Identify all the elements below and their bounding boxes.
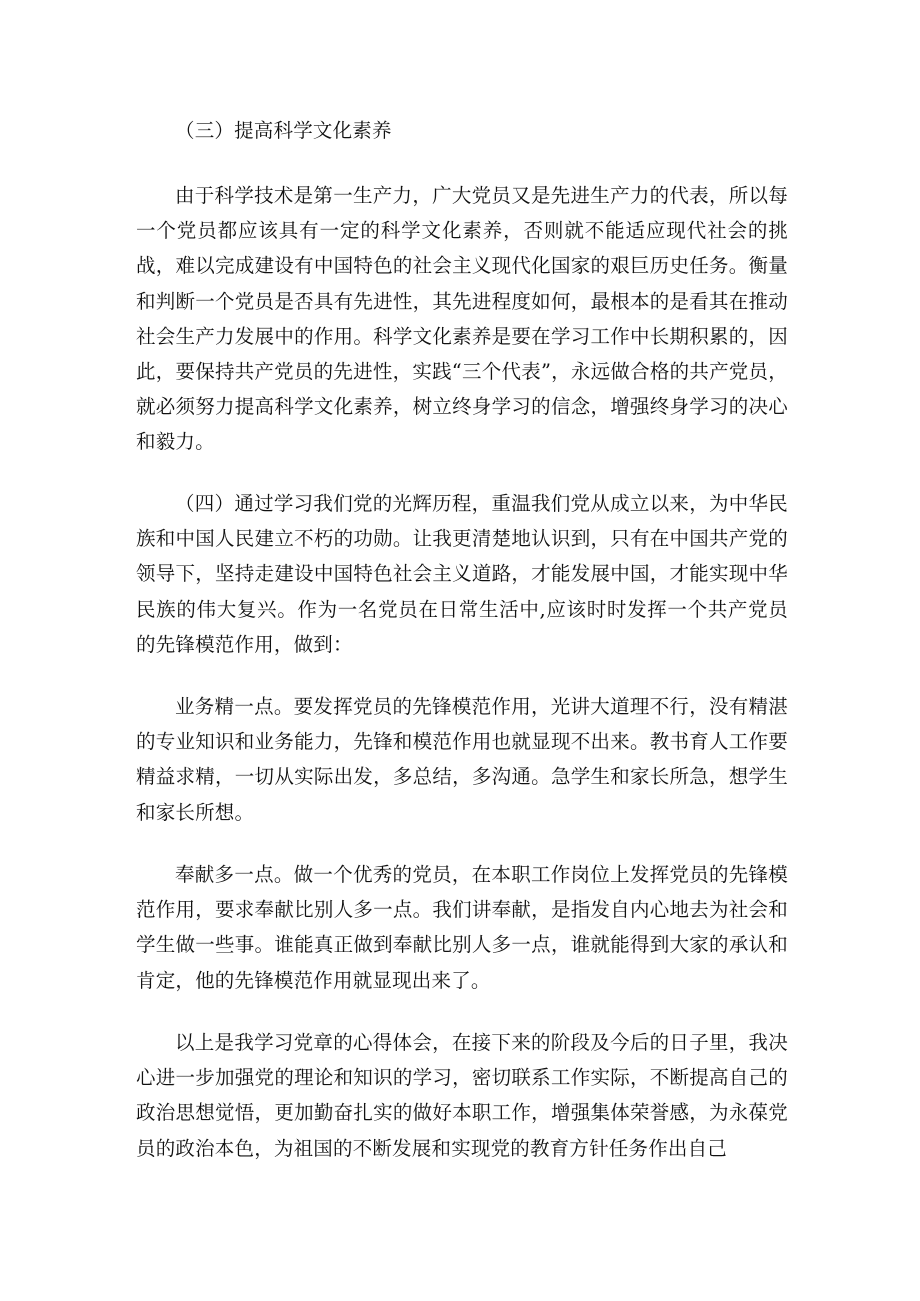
paragraph-science-literacy: 由于科学技术是第一生产力，广大党员又是先进生产力的代表，所以每一个党员都应该具有一定的科学文化素养，否则就不能适应现代社会的挑战，难以完成建设有中国特色的社会主义现代化国家的艰巨历史任务。衡量和判断一个党员是否具有先进性，其先进程度如何，最根本的是看其在推动社会生产力发展中的作用。科学文化素养是要在学习工作中长期积累的，因此，要保持共产党员的先进性，实践“三个代表”，永远做合格的共产党员，就必须努力提高科学文化素养，树立终身学习的信念，增强终身学习的决心和毅力。 xyxy=(136,184,788,454)
paragraph-conclusion: 以上是我学习党章的心得体会，在接下来的阶段及今后的日子里，我决心进一步加强党的理论和知识的学习，密切联系工作实际，不断提高自己的政治思想觉悟，更加勤奋扎实的做好本职工作，增强集体荣誉感，为永葆党员的政治本色，为祖国的不断发展和实现党的教育方针任务作出自己 xyxy=(136,1031,788,1160)
paragraph-dedication: 奉献多一点。做一个优秀的党员，在本职工作岗位上发挥党员的先锋模范作用，要求奉献比别人多一点。我们讲奉献，是指发自内心地去为社会和学生做一些事。谁能真正做到奉献比别人多一点，谁就能得到大家的承认和肯定，他的先锋模范作用就显现出来了。 xyxy=(136,863,788,992)
paragraph-party-history: （四）通过学习我们党的光辉历程，重温我们党从成立以来，为中华民族和中国人民建立不朽的功勋。让我更清楚地认识到，只有在中国共产党的领导下，坚持走建设中国特色社会主义道路，才能发展中国，才能实现中华民族的伟大复兴。作为一名党员在日常生活中,应该时时发挥一个共产党员的先锋模范作用，做到： xyxy=(136,492,788,656)
section-heading-3: （三）提高科学文化素养 xyxy=(175,119,392,142)
paragraph-professional-skill: 业务精一点。要发挥党员的先锋模范作用，光讲大道理不行，没有精湛的专业知识和业务能力，先锋和模范作用也就显现不出来。教书育人工作要精益求精，一切从实际出发，多总结，多沟通。急学生和家长所急，想学生和家长所想。 xyxy=(136,695,788,824)
